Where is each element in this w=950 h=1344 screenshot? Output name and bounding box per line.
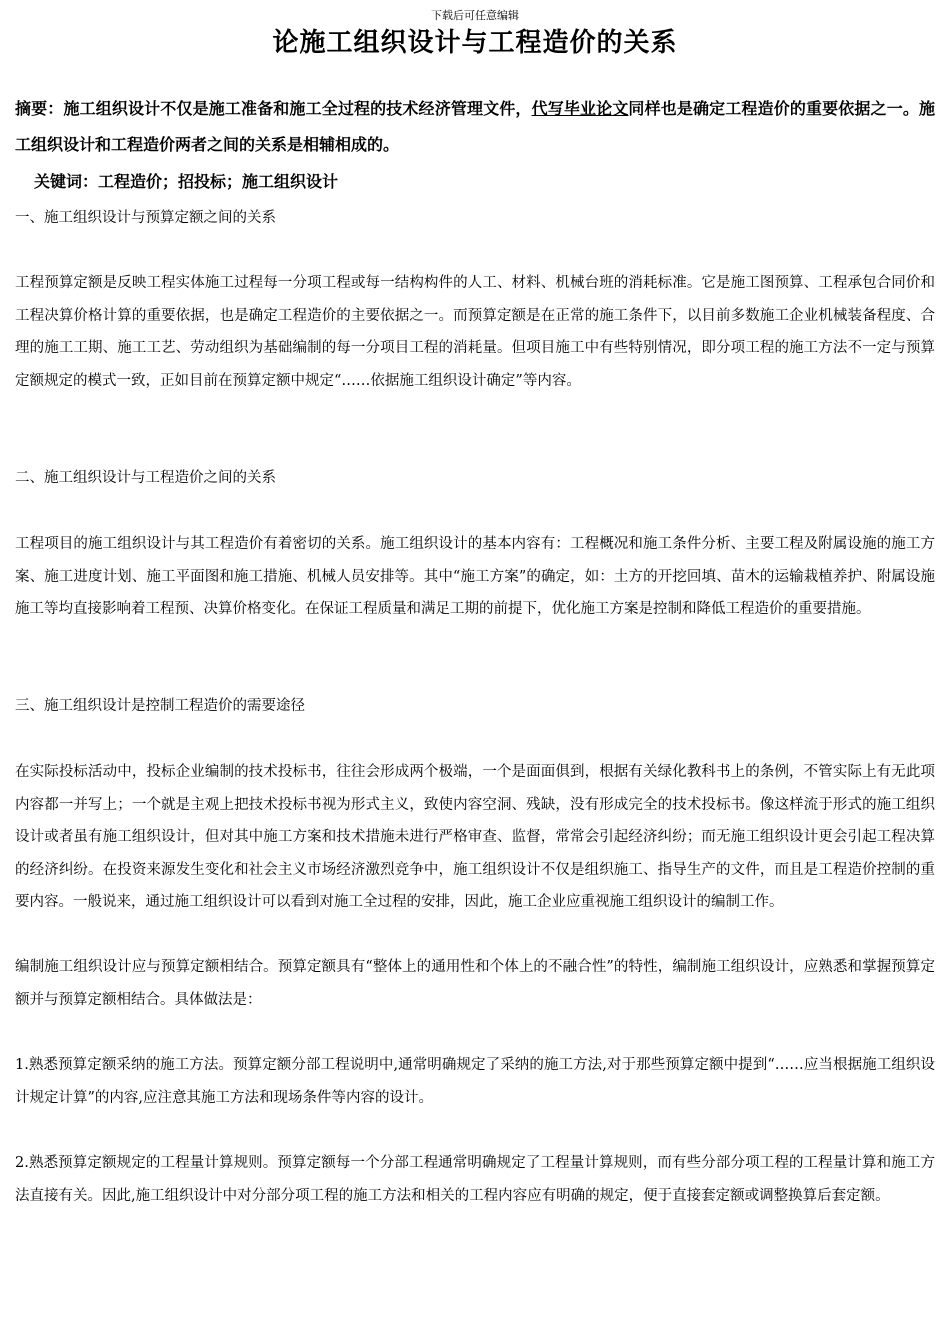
section-heading-1: 一、施工组织设计与预算定额之间的关系 <box>15 210 276 226</box>
section-3-item-1: 1.熟悉预算定额采纳的施工方法。预算定额分部工程说明中,通常明确规定了采纳的施工方法,对于那些预算定额中提到“……应当根据施工组织设计规定计算”的内容,应注意其施工方法和现场条件等内容的设计。 <box>15 1057 935 1106</box>
keywords: 关键词：工程造价；招投标；施工组织设计 <box>34 172 339 191</box>
section-3-item-2: 2.熟悉预算定额规定的工程量计算规则。预算定额每一个分部工程通常明确规定了工程量计算规则，而有些分部分项工程的工程量计算和施工方法直接有关。因此,施工组织设计中对分部分项工程的施工方法和相关的工程内容应有明确的规定，便于直接套定额或调整换算后套定额。 <box>15 1155 935 1204</box>
section-heading-3: 三、施工组织设计是控制工程造价的需要途径 <box>15 698 305 714</box>
section-heading-2: 二、施工组织设计与工程造价之间的关系 <box>15 470 276 486</box>
section-2-paragraph: 工程项目的施工组织设计与其工程造价有着密切的关系。施工组织设计的基本内容有：工程概况和施工条件分析、主要工程及附属设施的施工方案、施工进度计划、施工平面图和施工措施、机械人员安排等。其中“施工方案”的确定，如：土方的开挖回填、苗木的运输栽植养护、附属设施施工等均直接影响着工程预、决算价格变化。在保证工程质量和满足工期的前提下，优化施工方案是控制和降低工程造价的重要措施。 <box>15 536 935 617</box>
section-1-paragraph: 工程预算定额是反映工程实体施工过程每一分项工程或每一结构构件的人工、材料、机械台班的消耗标准。它是施工图预算、工程承包合同价和工程决算价格计算的重要依据，也是确定工程造价的主要依据之一。而预算定额是在正常的施工条件下，以目前多数施工企业机械装备程度、合理的施工工期、施工工艺、劳动组织为基础编制的每一分项目工程的消耗量。但项目施工中有些特别情况，即分项工程的施工方法不一定与预算定额规定的模式一致，正如目前在预算定额中规定“……依据施工组织设计确定”等内容。 <box>15 275 935 389</box>
abstract-link[interactable]: 代写毕业论文 <box>531 99 629 118</box>
abstract-text: 施工组织设计不仅是施工准备和施工全过程的技术经济管理文件， <box>63 99 532 118</box>
abstract-label: 摘要： <box>15 99 64 118</box>
section-3-paragraph-2: 编制施工组织设计应与预算定额相结合。预算定额具有“整体上的通用性和个体上的不融合性”的特性，编制施工组织设计，应熟悉和掌握预算定额并与预算定额相结合。具体做法是： <box>15 959 935 1008</box>
section-3-paragraph-1: 在实际投标活动中，投标企业编制的技术投标书，往往会形成两个极端，一个是面面俱到，根据有关绿化教科书上的条例，不管实际上有无此项内容都一并写上；一个就是主观上把技术投标书视为形式主义，致使内容空洞、残缺，没有形成完全的技术投标书。像这样流于形式的施工组织设计或者虽有施工组织设计，但对其中施工方案和技术措施未进行严格审查、监督，常常会引起经济纠纷；而无施工组织设计更会引起工程决算的经济纠纷。在投资来源发生变化和社会主义市场经济激烈竞争中，施工组织设计不仅是组织施工、指导生产的文件，而且是工程造价控制的重要内容。一般说来，通过施工组织设计可以看到对施工全过程的安排，因此，施工企业应重视施工组织设计的编制工作。 <box>15 764 935 910</box>
abstract-text-continued: 同样也是确定工程造价的重要依据之一。施工组织设计和工程造价两者之间的关系是相辅相成的。 <box>15 99 935 154</box>
document-title: 论施工组织设计与工程造价的关系 <box>272 28 678 58</box>
abstract <box>15 91 935 163</box>
header-note: 下载后可任意编辑 <box>431 9 519 22</box>
